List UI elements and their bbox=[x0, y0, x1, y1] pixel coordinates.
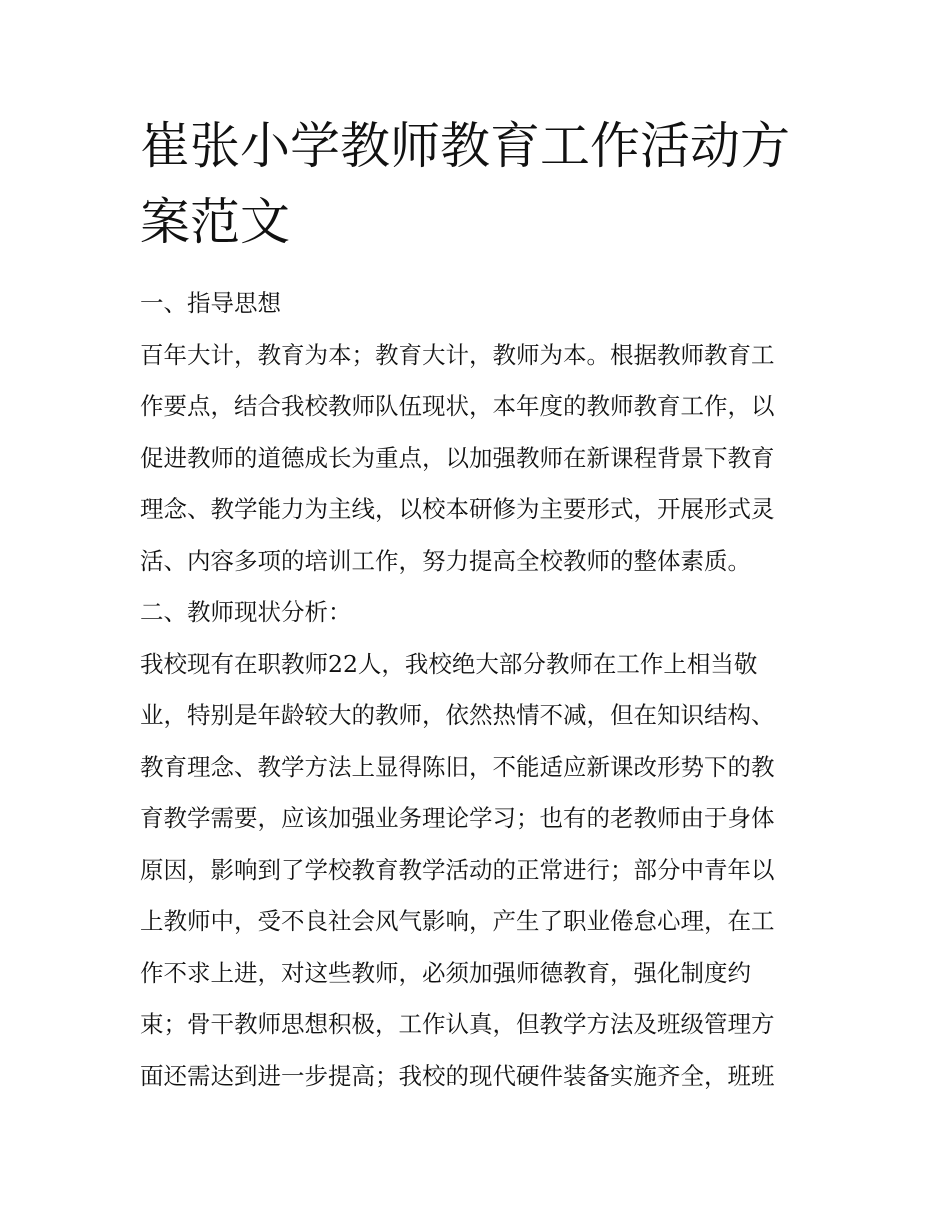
section-heading: 一、指导思想 bbox=[140, 289, 281, 317]
body-line: 百年大计，教育为本；教育大计，教师为本。根据教师教育工 bbox=[140, 340, 775, 369]
document-title bbox=[140, 108, 812, 260]
document-page bbox=[140, 108, 812, 1102]
body-line: 作不求上进，对这些教师，必须加强师德教育，强化制度约 bbox=[140, 958, 751, 987]
body-line: 教育理念、教学方法上显得陈旧，不能适应新课改形势下的教 bbox=[140, 752, 775, 781]
body-line: 育教学需要，应该加强业务理论学习；也有的老教师由于身体 bbox=[140, 804, 775, 832]
document-body bbox=[140, 278, 812, 1102]
body-line: 活、内容多项的培训工作，努力提高全校教师的整体素质。 bbox=[140, 546, 751, 575]
body-line: 作要点，结合我校教师队伍现状，本年度的教师教育工作，以 bbox=[140, 392, 775, 420]
section-heading: 二、教师现状分析： bbox=[140, 598, 352, 626]
body-line: 面还需达到进一步提高；我校的现代硬件装备实施齐全，班班 bbox=[140, 1061, 775, 1090]
body-line: 我校现有在职教师22人，我校绝大部分教师在工作上相当敬 bbox=[140, 649, 758, 678]
body-line: 业，特别是年龄较大的教师，依然热情不减，但在知识结构、 bbox=[140, 701, 775, 729]
body-line: 原因，影响到了学校教育教学活动的正常进行；部分中青年以 bbox=[140, 855, 775, 884]
body-line: 上教师中，受不良社会风气影响，产生了职业倦怠心理，在工 bbox=[140, 907, 775, 935]
body-line: 理念、教学能力为主线，以校本研修为主要形式，开展形式灵 bbox=[140, 495, 775, 523]
body-line: 促进教师的道德成长为重点，以加强教师在新课程背景下教育 bbox=[140, 443, 775, 472]
title-line: 崔张小学教师教育工作活动方 bbox=[140, 117, 790, 175]
body-line: 束；骨干教师思想积极，工作认真，但教学方法及班级管理方 bbox=[140, 1010, 775, 1038]
title-line: 案范文 bbox=[140, 193, 290, 251]
